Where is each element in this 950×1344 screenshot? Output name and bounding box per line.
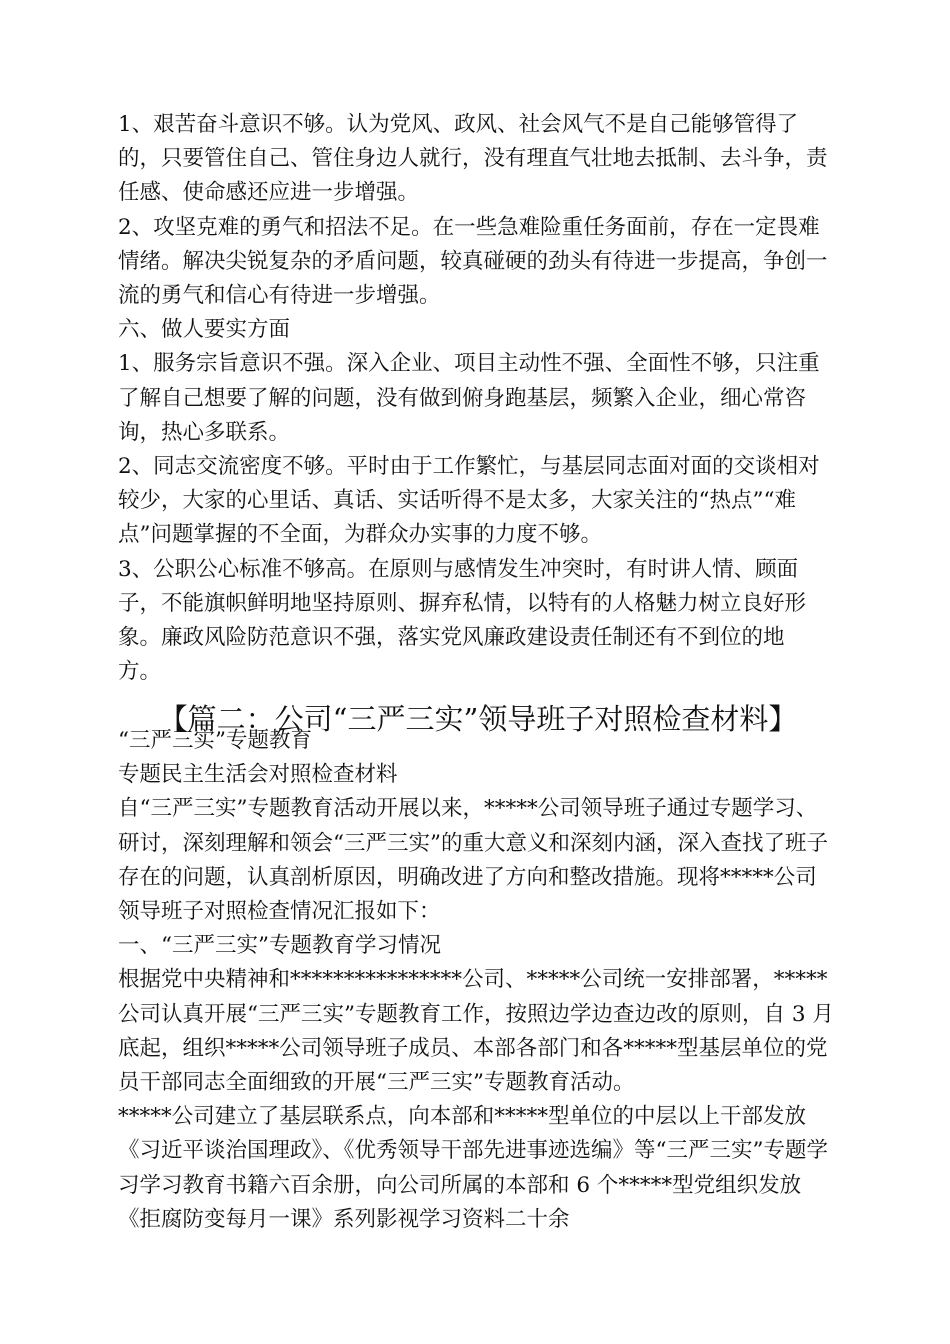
paragraph: 1、服务宗旨意识不强。深入企业、项目主动性不强、全面性不够，只注重了解自己想要了解的问题，没有做到俯身跑基层，频繁入企业，细心常咨询，热心多联系。: [118, 351, 820, 445]
paragraph: 1、艰苦奋斗意识不够。认为党风、政风、社会风气不是自己能够管得了的，只要管住自己、管住身边人就行，没有理直气壮地去抵制、去斗争，责任感、使命感还应进一步增强。: [118, 112, 828, 206]
paragraph: 3、公职公心标准不够高。在原则与感情发生冲突时，有时讲人情、顾面子，不能旗帜鲜明地坚持原则、摒弃私情，以特有的人格魅力树立良好形象。廉政风险防范意识不强，落实党风廉政建设责任制还有不到位的地: [118, 556, 807, 651]
subtitle: 专题民主生活会对照检查材料: [118, 762, 398, 788]
chapter-title: 【篇二：公司“三严三实”领导班子对照检查材料】: [158, 702, 798, 737]
paragraph: *****公司建立了基层联系点，向本部和*****型单位的中层以上干部发放《习近平谈治国理政》、《优秀领导干部先进事迹选编》等“三严三实”专题学习学习教育书籍六百余册，向公司所属的本部和 6 个*****型党组织发放《拒腐防变每月一课》系列影视学习资料二十余: [118, 1104, 828, 1232]
section-heading: 一、“三严三实”专题教育学习情况: [118, 933, 441, 959]
section-one: [118, 108, 838, 749]
section-two: [118, 724, 838, 1237]
paragraph: 2、同志交流密度不够。平时由于工作繁忙，与基层同志面对面的交谈相对较少，大家的心里话、真话、实话听得不是太多，大家关注的“热点”“难点”问题掌握的不全面，为群众办实事的力度不够。: [118, 454, 820, 548]
paragraph: 2、攻坚克难的勇气和招法不足。在一些急难险重任务面前，存在一定畏难情绪。解决尖锐复杂的矛盾问题，较真碰硬的劲头有待进一步提高，争创一流的勇气和信心有待进一步增强。: [118, 214, 828, 309]
section-heading: 六、做人要实方面: [118, 317, 291, 343]
subtitle: “三严三实”专题教育: [118, 728, 312, 753]
paragraph: 自“三严三实”专题教育活动开展以来，*****公司领导班子通过专题学习、研讨，深刻理解和领会“三严三实”的重大意义和深刻内涵，深入查找了班子存在的问题，认真剖析原因，明确改进了方向和整改措施。现将*****公司领导班子对照检查情况汇报如下：: [118, 796, 828, 925]
paragraph: 根据党中央精神和****************公司、*****公司统一安排部署，*****公司认真开展“三严三实”专题教育工作，按照边学边查边改的原则，自 3 月底起，组织*****公司领导班子成员、本部各部门和各*****型基层单位的党员干部同志全面细致的开展“三严三实”专题教育活动。: [118, 967, 834, 1096]
paragraph: 方。: [118, 659, 162, 685]
